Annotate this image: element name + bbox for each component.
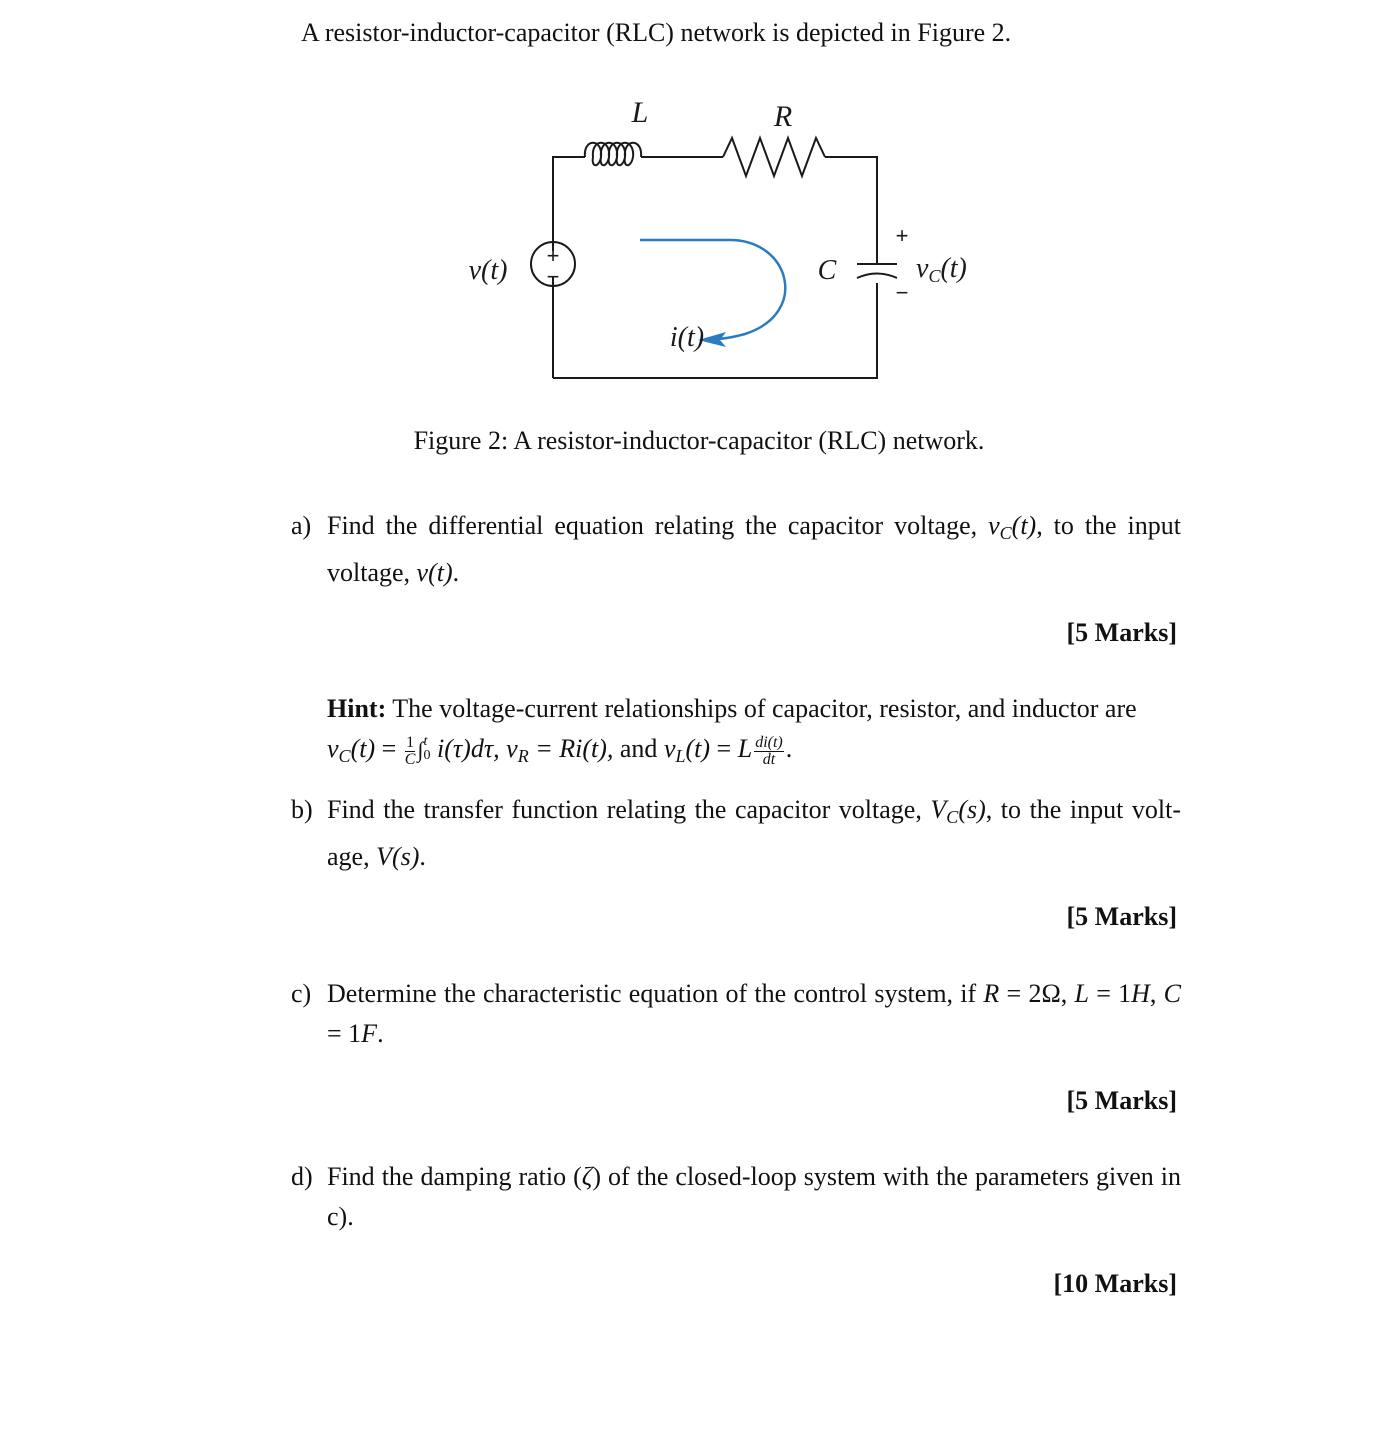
hint-fraction-derivative: $\frac{di(t)}{dt}$	[755, 733, 783, 768]
inductor-coil	[585, 143, 641, 166]
hint-text: The voltage-current relationships of capacitor, resistor, and inductor are	[392, 694, 1137, 723]
question-a-label: a)	[291, 511, 312, 540]
question-d-text: Find the damping ratio (ζ) of the closed-loop system with the parameters given in c).	[327, 1162, 1182, 1231]
capacitor-minus-sign: −	[895, 280, 909, 305]
question-a-marks: [5 Marks]	[1066, 618, 1177, 647]
question-c	[291, 974, 1181, 1054]
capacitor-plate-bottom	[857, 274, 897, 279]
hint-block: Hint: The voltage-current relationships of capacitor, resistor, and inductor are $v_C(t)$ = $\frac{1}{C}$ ∫ t 0 i(τ)dτ, $v_R = Ri(t)$, and $v_L(t) = L$ $\frac{di(t)}{dt}$ .	[327, 694, 1137, 768]
current-arrow-path	[640, 240, 785, 339]
source-minus-sign: −	[546, 264, 560, 289]
resistor-label: R	[773, 100, 793, 133]
capacitor-label: C	[817, 255, 837, 286]
figure-caption: Figure 2: A resistor-inductor-capacitor (RLC) network.	[413, 426, 985, 455]
question-b-marks: [5 Marks]	[1066, 902, 1177, 931]
rlc-circuit-diagram	[440, 88, 1000, 398]
hint-fraction-1-over-c: $\frac{1}{C}$	[404, 733, 416, 768]
question-c-marks: [5 Marks]	[1066, 1086, 1177, 1115]
intro-text: A resistor-inductor-capacitor (RLC) network is depicted in Figure 2.	[301, 18, 1012, 47]
question-b	[291, 790, 1181, 877]
question-b-label: b)	[291, 795, 313, 824]
hint-heading: Hint:	[327, 694, 387, 723]
current-label: i(t)	[669, 322, 705, 353]
question-c-label: c)	[291, 979, 312, 1008]
inductor-label: L	[631, 96, 649, 129]
question-d-marks: [10 Marks]	[1053, 1269, 1177, 1298]
capacitor-plus-sign: +	[895, 223, 909, 248]
question-a	[291, 506, 1181, 593]
source-label: v(t)	[468, 255, 508, 286]
capacitor-voltage-label: vC(t)	[916, 253, 967, 286]
question-c-text: Determine the characteristic equation of the control system, if R = 2Ω, L = 1H, C = 1F.	[327, 979, 1182, 1048]
resistor-zigzag	[723, 138, 825, 176]
question-a-text: Find the differential equation relating the capacitor voltage, $v_C(t)$, to the input voltage, v(t).	[327, 511, 1181, 587]
source-plus-sign: +	[546, 243, 560, 268]
question-d-label: d)	[291, 1162, 313, 1191]
question-d	[291, 1157, 1181, 1237]
question-b-text: Find the transfer function relating the capacitor voltage, $V_C(s)$, to the input volt- age, V(s).	[327, 795, 1182, 871]
